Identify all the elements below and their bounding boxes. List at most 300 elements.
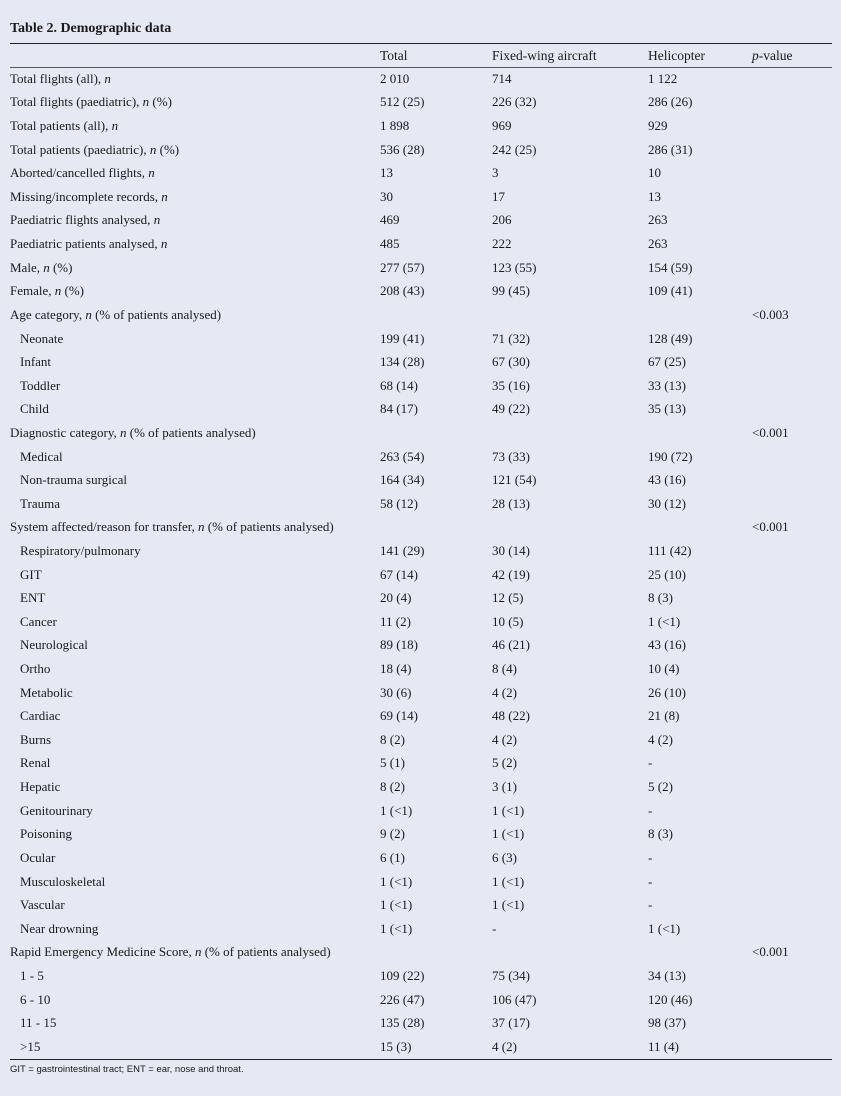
cell-total: 89 (18) <box>380 637 418 653</box>
cell-p-value <box>752 161 832 185</box>
row-label-suffix: (% of patients analysed) <box>201 944 331 960</box>
cell-helicopter: - <box>648 873 653 889</box>
cell-helicopter: 109 (41) <box>648 283 693 299</box>
cell-p-value <box>752 209 832 233</box>
row-label-text: Trauma <box>20 495 60 511</box>
cell-helicopter: 120 (46) <box>648 991 693 1007</box>
table-row <box>10 374 832 398</box>
row-label-text: Male, <box>10 259 44 275</box>
cell-fixed-wing: 1 (<1) <box>492 802 525 818</box>
row-label <box>10 610 380 634</box>
table-header <box>10 44 832 67</box>
row-label-text: Paediatric patients analysed, <box>10 236 161 252</box>
row-label-text: 1 - 5 <box>20 967 44 983</box>
cell-total: 199 (41) <box>380 330 425 346</box>
cell-fixed-wing <box>492 303 648 327</box>
cell-helicopter: 263 <box>648 236 668 252</box>
row-label <box>10 964 380 988</box>
table-row <box>10 468 832 492</box>
table-row <box>10 114 832 138</box>
table-row <box>10 1011 832 1035</box>
cell-fixed-wing: 242 (25) <box>492 141 537 157</box>
cell-helicopter: 8 (3) <box>648 826 673 842</box>
row-label-text: Poisoning <box>20 826 73 842</box>
cell-total: 164 (34) <box>380 472 425 488</box>
row-label-text: Vascular <box>20 897 65 913</box>
cell-total: 208 (43) <box>380 283 425 299</box>
cell-fixed-wing: 10 (5) <box>492 613 524 629</box>
row-label-text: Total patients (paediatric), <box>10 141 150 157</box>
row-label-text: Cancer <box>20 613 57 629</box>
cell-p-value <box>752 374 832 398</box>
cell-p-value <box>752 232 832 256</box>
row-label-text: Diagnostic category, <box>10 424 120 440</box>
row-label <box>10 704 380 728</box>
row-label-text: Renal <box>20 755 51 771</box>
cell-helicopter: 35 (13) <box>648 401 686 417</box>
cell-fixed-wing: 714 <box>492 70 512 86</box>
cell-p-value <box>752 67 832 91</box>
table-row <box>10 327 832 351</box>
row-label <box>10 681 380 705</box>
cell-total <box>380 303 492 327</box>
table-row <box>10 445 832 469</box>
cell-p-value <box>752 445 832 469</box>
row-label <box>10 1011 380 1035</box>
row-label-suffix: (%) <box>149 94 172 110</box>
row-label-italic: n <box>161 188 168 204</box>
table-row <box>10 610 832 634</box>
table-row <box>10 67 832 91</box>
cell-total: 469 <box>380 212 400 228</box>
table-row <box>10 681 832 705</box>
table-row <box>10 917 832 941</box>
cell-p-value <box>752 799 832 823</box>
cell-helicopter: 286 (31) <box>648 141 693 157</box>
row-label-text: Burns <box>20 731 52 747</box>
cell-fixed-wing: - <box>492 920 497 936</box>
row-label-text: Total flights (all), <box>10 70 105 86</box>
table-row <box>10 350 832 374</box>
bottom-rule <box>10 1059 832 1060</box>
cell-p-value <box>752 752 832 776</box>
cell-helicopter: 10 <box>648 165 661 181</box>
row-label <box>10 917 380 941</box>
table-row <box>10 516 832 540</box>
cell-total: 68 (14) <box>380 377 418 393</box>
row-label-suffix: (%) <box>156 141 180 157</box>
cell-helicopter: 263 <box>648 212 668 228</box>
cell-p-value: <0.001 <box>752 424 789 440</box>
row-label <box>10 539 380 563</box>
table-row <box>10 421 832 445</box>
header-row <box>10 44 832 67</box>
row-label <box>10 752 380 776</box>
row-label-text: 6 - 10 <box>20 991 51 1007</box>
row-label <box>10 799 380 823</box>
row-label-suffix: (% of patients analysed) <box>204 519 334 535</box>
row-label-italic: n <box>194 944 202 960</box>
cell-fixed-wing: 206 <box>492 212 512 228</box>
header-p-value: p-value <box>752 47 793 63</box>
cell-helicopter: 286 (26) <box>648 94 693 110</box>
row-label <box>10 91 380 115</box>
cell-total: 1 898 <box>380 118 410 134</box>
cell-helicopter: 154 (59) <box>648 259 693 275</box>
cell-total: 263 (54) <box>380 448 425 464</box>
table-row <box>10 988 832 1012</box>
table-row <box>10 846 832 870</box>
cell-p-value <box>752 1035 832 1059</box>
cell-fixed-wing: 1 (<1) <box>492 873 525 889</box>
row-label-italic: n <box>104 70 111 86</box>
row-label-italic: n <box>142 94 150 110</box>
table-row <box>10 209 832 233</box>
cell-total: 67 (14) <box>380 566 418 582</box>
table-row <box>10 657 832 681</box>
cell-p-value <box>752 1011 832 1035</box>
table-row <box>10 823 832 847</box>
cell-fixed-wing: 123 (55) <box>492 259 537 275</box>
table-row <box>10 586 832 610</box>
row-label-text: Genitourinary <box>20 802 93 818</box>
row-label-italic: n <box>149 141 157 157</box>
row-label <box>10 303 380 327</box>
table-row <box>10 138 832 162</box>
row-label <box>10 823 380 847</box>
table-row <box>10 91 832 115</box>
cell-total: 1 (<1) <box>380 873 413 889</box>
cell-p-value <box>752 398 832 422</box>
cell-fixed-wing <box>492 941 648 965</box>
row-label-italic: n <box>43 259 50 275</box>
cell-total: 9 (2) <box>380 826 405 842</box>
cell-helicopter: 67 (25) <box>648 354 686 370</box>
row-label <box>10 185 380 209</box>
row-label-text: 11 - 15 <box>20 1015 57 1031</box>
cell-total: 69 (14) <box>380 708 418 724</box>
cell-total: 30 <box>380 188 393 204</box>
row-label-text: Missing/incomplete records, <box>10 188 162 204</box>
row-label <box>10 445 380 469</box>
row-label <box>10 657 380 681</box>
cell-helicopter: 26 (10) <box>648 684 686 700</box>
row-label-text: Ocular <box>20 849 56 865</box>
cell-total: 8 (2) <box>380 779 405 795</box>
row-label <box>10 256 380 280</box>
table-row <box>10 1035 832 1059</box>
cell-fixed-wing: 4 (2) <box>492 731 517 747</box>
row-label <box>10 775 380 799</box>
table-row <box>10 634 832 658</box>
cell-p-value <box>752 256 832 280</box>
row-label <box>10 279 380 303</box>
cell-helicopter: 111 (42) <box>648 542 692 558</box>
cell-total: 141 (29) <box>380 542 425 558</box>
cell-total: 536 (28) <box>380 141 425 157</box>
cell-helicopter: 34 (13) <box>648 967 686 983</box>
row-label <box>10 846 380 870</box>
cell-p-value <box>752 185 832 209</box>
table-row <box>10 964 832 988</box>
row-label-text: >15 <box>20 1038 41 1054</box>
row-label-text: System affected/reason for transfer, <box>10 519 199 535</box>
row-label <box>10 941 380 965</box>
cell-fixed-wing: 42 (19) <box>492 566 530 582</box>
cell-total: 5 (1) <box>380 755 405 771</box>
row-label-text: Rapid Emergency Medicine Score, <box>10 944 195 960</box>
cell-fixed-wing: 46 (21) <box>492 637 530 653</box>
cell-fixed-wing: 99 (45) <box>492 283 530 299</box>
cell-fixed-wing: 4 (2) <box>492 1038 517 1054</box>
cell-p-value <box>752 539 832 563</box>
row-label-italic: n <box>153 212 161 228</box>
cell-total: 30 (6) <box>380 684 412 700</box>
cell-p-value <box>752 870 832 894</box>
cell-p-value <box>752 964 832 988</box>
cell-p-value <box>752 586 832 610</box>
header-p-italic: p <box>752 47 759 63</box>
table-title: Table 2. Demographic data <box>10 21 172 36</box>
cell-helicopter: 11 (4) <box>648 1038 679 1054</box>
cell-helicopter: 1 (<1) <box>648 920 681 936</box>
cell-p-value: <0.001 <box>752 944 789 960</box>
cell-helicopter <box>648 516 752 540</box>
row-label-text: Neurological <box>20 637 88 653</box>
row-label <box>10 114 380 138</box>
table-row <box>10 279 832 303</box>
cell-p-value <box>752 468 832 492</box>
row-label-italic: n <box>111 118 119 134</box>
cell-total: 512 (25) <box>380 94 425 110</box>
row-label-text: Female, <box>10 283 55 299</box>
row-label <box>10 209 380 233</box>
cell-p-value <box>752 492 832 516</box>
row-label <box>10 563 380 587</box>
row-label-text: Child <box>20 401 49 417</box>
cell-total: 134 (28) <box>380 354 425 370</box>
cell-fixed-wing: 222 <box>492 236 512 252</box>
cell-fixed-wing: 17 <box>492 188 505 204</box>
cell-total: 11 (2) <box>380 613 411 629</box>
cell-fixed-wing: 1 (<1) <box>492 826 525 842</box>
cell-helicopter <box>648 421 752 445</box>
cell-total: 485 <box>380 236 400 252</box>
cell-helicopter: 128 (49) <box>648 330 693 346</box>
cell-fixed-wing: 226 (32) <box>492 94 537 110</box>
cell-helicopter: 1 (<1) <box>648 613 681 629</box>
cell-total: 20 (4) <box>380 590 412 606</box>
cell-fixed-wing: 30 (14) <box>492 542 530 558</box>
row-label-text: Near drowning <box>20 920 99 936</box>
cell-p-value <box>752 138 832 162</box>
cell-total: 6 (1) <box>380 849 405 865</box>
row-label-italic: n <box>198 519 205 535</box>
table-row <box>10 539 832 563</box>
table-row <box>10 752 832 776</box>
row-label-text: Ortho <box>20 661 51 677</box>
cell-p-value <box>752 279 832 303</box>
cell-p-value <box>752 634 832 658</box>
cell-total: 18 (4) <box>380 661 412 677</box>
row-label-suffix: (%) <box>49 259 73 275</box>
row-label-text: Hepatic <box>20 779 61 795</box>
cell-total: 1 (<1) <box>380 802 413 818</box>
cell-p-value <box>752 704 832 728</box>
cell-p-value: <0.001 <box>752 519 789 535</box>
table-body <box>10 67 832 1059</box>
cell-p-value <box>752 350 832 374</box>
row-label <box>10 350 380 374</box>
cell-fixed-wing: 67 (30) <box>492 354 530 370</box>
header-rule <box>10 67 832 68</box>
header-label <box>10 44 380 67</box>
row-label <box>10 421 380 445</box>
cell-helicopter: 5 (2) <box>648 779 673 795</box>
cell-helicopter: 190 (72) <box>648 448 693 464</box>
cell-total <box>380 516 492 540</box>
row-label-suffix: (% of patients analysed) <box>126 424 256 440</box>
row-label-text: Total patients (all), <box>10 118 112 134</box>
cell-fixed-wing: 28 (13) <box>492 495 530 511</box>
cell-fixed-wing: 73 (33) <box>492 448 530 464</box>
cell-helicopter: 8 (3) <box>648 590 673 606</box>
table-row <box>10 799 832 823</box>
demographic-table <box>10 44 832 1059</box>
row-label <box>10 374 380 398</box>
cell-p-value <box>752 846 832 870</box>
row-label-text: Cardiac <box>20 708 61 724</box>
cell-helicopter: 929 <box>648 118 668 134</box>
table-row <box>10 941 832 965</box>
table-row <box>10 893 832 917</box>
row-label <box>10 870 380 894</box>
row-label <box>10 893 380 917</box>
table-row <box>10 161 832 185</box>
cell-fixed-wing: 106 (47) <box>492 991 537 1007</box>
cell-fixed-wing: 4 (2) <box>492 684 517 700</box>
row-label <box>10 516 380 540</box>
cell-total: 58 (12) <box>380 495 418 511</box>
row-label-italic: n <box>119 424 127 440</box>
cell-p-value <box>752 327 832 351</box>
cell-total <box>380 421 492 445</box>
table-row <box>10 704 832 728</box>
row-label <box>10 492 380 516</box>
row-label-text: Toddler <box>20 377 61 393</box>
cell-p-value <box>752 893 832 917</box>
cell-p-value <box>752 728 832 752</box>
cell-fixed-wing: 49 (22) <box>492 401 530 417</box>
cell-helicopter <box>648 941 752 965</box>
cell-fixed-wing: 3 (1) <box>492 779 517 795</box>
cell-p-value <box>752 657 832 681</box>
row-label-text: Total flights (paediatric), <box>10 94 143 110</box>
cell-fixed-wing: 75 (34) <box>492 967 530 983</box>
cell-helicopter: 33 (13) <box>648 377 686 393</box>
table-row <box>10 492 832 516</box>
cell-p-value <box>752 917 832 941</box>
row-label-text: Infant <box>20 354 52 370</box>
cell-p-value <box>752 988 832 1012</box>
row-label-italic: n <box>85 306 92 322</box>
row-label-text: Respiratory/pulmonary <box>20 542 141 558</box>
row-label <box>10 232 380 256</box>
header-helicopter: Helicopter <box>648 47 705 63</box>
cell-fixed-wing: 12 (5) <box>492 590 524 606</box>
table-row <box>10 728 832 752</box>
cell-total: 8 (2) <box>380 731 405 747</box>
row-label <box>10 398 380 422</box>
row-label-italic: n <box>54 283 62 299</box>
cell-fixed-wing: 71 (32) <box>492 330 530 346</box>
table-row <box>10 256 832 280</box>
cell-fixed-wing: 1 (<1) <box>492 897 525 913</box>
row-label-suffix: (%) <box>61 283 85 299</box>
cell-helicopter: 10 (4) <box>648 661 680 677</box>
cell-helicopter: 43 (16) <box>648 472 686 488</box>
cell-total: 277 (57) <box>380 259 425 275</box>
cell-fixed-wing <box>492 421 648 445</box>
row-label <box>10 67 380 91</box>
cell-fixed-wing: 37 (17) <box>492 1015 530 1031</box>
row-label-italic: n <box>160 236 168 252</box>
table-row <box>10 398 832 422</box>
cell-fixed-wing: 48 (22) <box>492 708 530 724</box>
cell-total: 1 (<1) <box>380 897 413 913</box>
cell-helicopter: - <box>648 755 653 771</box>
cell-p-value: <0.003 <box>752 306 789 322</box>
table-footnote: GIT = gastrointestinal tract; ENT = ear, nose and throat. <box>10 1064 244 1075</box>
cell-helicopter: 1 122 <box>648 70 678 86</box>
cell-fixed-wing: 121 (54) <box>492 472 537 488</box>
row-label <box>10 138 380 162</box>
table-row <box>10 775 832 799</box>
row-label-text: ENT <box>20 590 46 606</box>
header-total: Total <box>380 47 408 63</box>
row-label-suffix: (% of patients analysed) <box>91 306 222 322</box>
table-row <box>10 563 832 587</box>
cell-total <box>380 941 492 965</box>
cell-p-value <box>752 114 832 138</box>
cell-helicopter: 43 (16) <box>648 637 686 653</box>
row-label <box>10 586 380 610</box>
cell-fixed-wing <box>492 516 648 540</box>
cell-p-value <box>752 775 832 799</box>
cell-p-value <box>752 610 832 634</box>
row-label <box>10 728 380 752</box>
table-row <box>10 185 832 209</box>
cell-fixed-wing: 6 (3) <box>492 849 517 865</box>
row-label <box>10 988 380 1012</box>
row-label-text: Musculoskeletal <box>20 873 106 889</box>
cell-fixed-wing: 35 (16) <box>492 377 530 393</box>
cell-helicopter: - <box>648 849 653 865</box>
cell-fixed-wing: 969 <box>492 118 512 134</box>
cell-fixed-wing: 8 (4) <box>492 661 517 677</box>
cell-p-value <box>752 563 832 587</box>
cell-helicopter: 25 (10) <box>648 566 686 582</box>
cell-total: 2 010 <box>380 70 410 86</box>
cell-p-value <box>752 91 832 115</box>
row-label-text: Medical <box>20 448 63 464</box>
row-label-text: Age category, <box>10 306 86 322</box>
cell-helicopter: 98 (37) <box>648 1015 686 1031</box>
row-label <box>10 468 380 492</box>
row-label-text: Non-trauma surgical <box>20 472 127 488</box>
row-label <box>10 161 380 185</box>
row-label-italic: n <box>148 165 155 181</box>
